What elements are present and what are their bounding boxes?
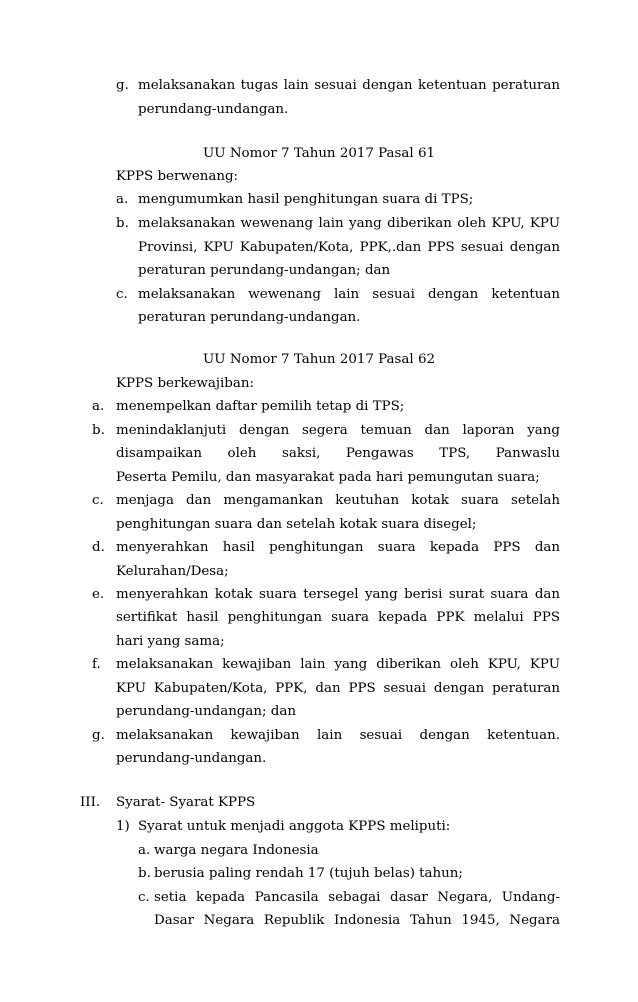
s62-item-g-line-2: perundang-undangan. [116, 751, 267, 766]
section-3-title: Syarat- Syarat KPPS [116, 795, 256, 810]
s62-item-b-line-3: Peserta Pemilu, dan masyarakat pada hari pemungutan suara; [116, 470, 540, 485]
item-g-line-1: melaksanakan tugas lain sesuai dengan ketentuan peraturan [138, 78, 560, 93]
list-marker-c: c. [92, 493, 104, 508]
list-marker-e: e. [92, 587, 105, 602]
list-marker-b: b. [138, 866, 151, 881]
list-marker-c: c. [138, 890, 150, 905]
s62-item-e-line-1: menyerahkan kotak suara tersegel yang berisi surat suara dan [116, 587, 560, 602]
s61-item-a-line-1: mengumumkan hasil penghitungan suara di TPS; [138, 192, 474, 207]
s62-item-e-line-3: hari yang sama; [116, 634, 225, 649]
list-marker-g: g. [116, 78, 129, 93]
s62-item-f-line-1: melaksanakan kewajiban lain yang diberikan oleh KPU, KPU [116, 657, 560, 672]
s62-item-b-line-2: disampaikan oleh saksi, Pengawas TPS, Panwaslu [116, 446, 560, 461]
sub-1-text: Syarat untuk menjadi anggota KPPS meliputi: [138, 819, 451, 834]
s3-item-c-line-1: setia kepada Pancasila sebagai dasar Negara, Undang- [154, 890, 560, 905]
s62-item-c-line-2: penghitungan suara dan setelah kotak suara disegel; [116, 517, 477, 532]
sub-marker-1: 1) [116, 819, 130, 834]
s62-item-g-line-1: melaksanakan kewajiban lain sesuai dengan ketentuan. [116, 728, 560, 743]
list-marker-a: a. [116, 192, 129, 207]
list-marker-d: d. [92, 540, 105, 555]
list-marker-g: g. [92, 728, 105, 743]
s62-item-d-line-2: Kelurahan/Desa; [116, 564, 229, 579]
s61-item-c-line-2: peraturan perundang-undangan. [138, 310, 361, 325]
list-marker-b: b. [116, 216, 129, 231]
list-marker-a: a. [92, 399, 105, 414]
s3-item-b-line-1: berusia paling rendah 17 (tujuh belas) tahun; [154, 866, 463, 881]
s61-item-b-line-2: Provinsi, KPU Kabupaten/Kota, PPK,.dan PPS sesuai dengan [138, 240, 560, 255]
section-61-intro: KPPS berwenang: [116, 169, 239, 184]
s62-item-c-line-1: menjaga dan mengamankan keutuhan kotak suara setelah [116, 493, 560, 508]
s61-item-b-line-3: peraturan perundang-undangan; dan [138, 263, 391, 278]
list-marker-a: a. [138, 843, 151, 858]
s3-item-c-line-2: Dasar Negara Republik Indonesia Tahun 1945, Negara [154, 913, 560, 928]
list-marker-b: b. [92, 423, 105, 438]
s61-item-b-line-1: melaksanakan wewenang lain yang diberikan oleh KPU, KPU [138, 216, 560, 231]
s3-item-a-line-1: warga negara Indonesia [154, 843, 319, 858]
s62-item-f-line-2: KPU Kabupaten/Kota, PPK, dan PPS sesuai dengan peraturan [116, 681, 560, 696]
item-g-line-2: perundang-undangan. [138, 102, 289, 117]
s62-item-a-line-1: menempelkan daftar pemilih tetap di TPS; [116, 399, 405, 414]
s62-item-b-line-1: menindaklanjuti dengan segera temuan dan laporan yang [116, 423, 560, 438]
section-heading-pasal-62: UU Nomor 7 Tahun 2017 Pasal 62 [203, 352, 435, 367]
section-62-intro: KPPS berkewajiban: [116, 376, 254, 391]
s61-item-c-line-1: melaksanakan wewenang lain sesuai dengan ketentuan [138, 287, 560, 302]
s62-item-e-line-2: sertifikat hasil penghitungan suara kepada PPK melalui PPS [116, 610, 560, 625]
s62-item-f-line-3: perundang-undangan; dan [116, 704, 296, 719]
section-numeral: III. [80, 795, 101, 810]
s62-item-d-line-1: menyerahkan hasil penghitungan suara kepada PPS dan [116, 540, 560, 555]
list-marker-c: c. [116, 287, 128, 302]
section-heading-pasal-61: UU Nomor 7 Tahun 2017 Pasal 61 [203, 146, 435, 161]
list-marker-f: f. [92, 657, 101, 672]
